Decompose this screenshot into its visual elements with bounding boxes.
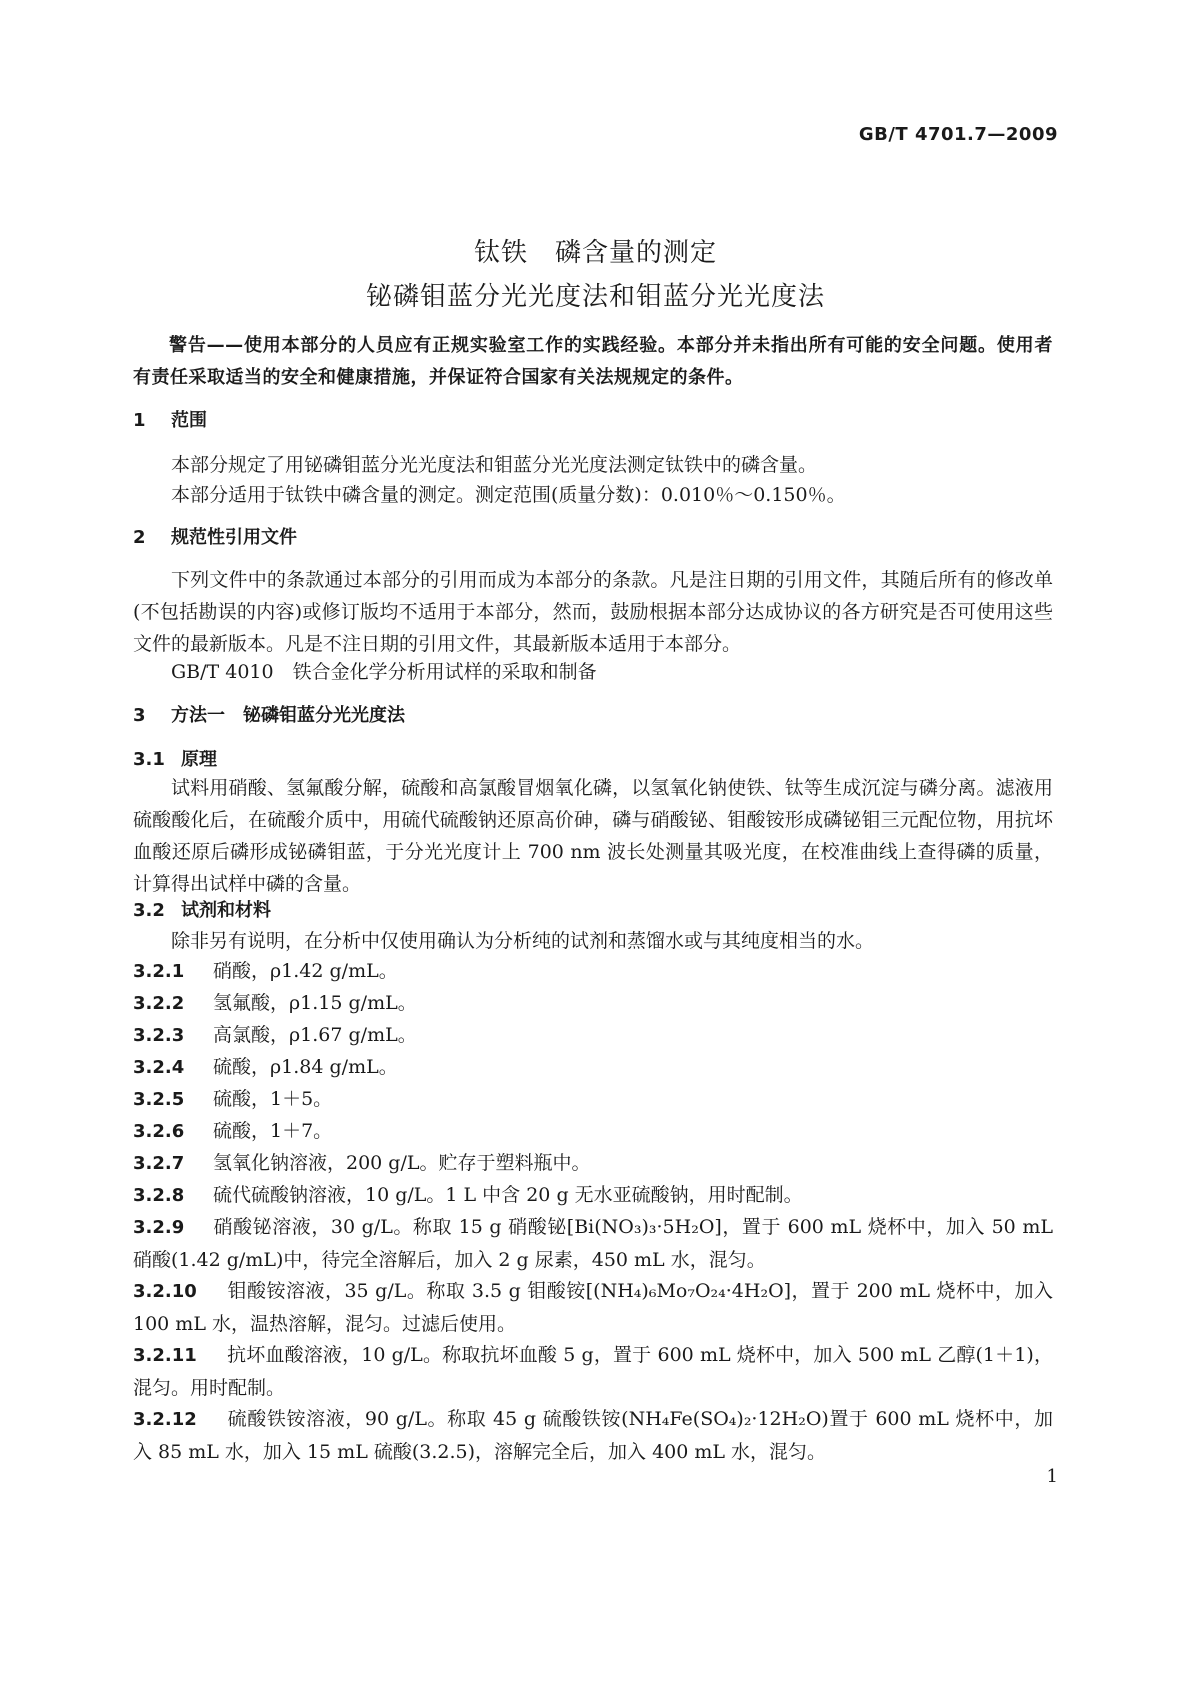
reagent-text: 硝酸铋溶液，30 g/L。称取 15 g 硝酸铋[Bi(NO₃)₃·5H₂O]，置于 600 mL 烧杯中，加入 50 mL 硝酸(1.42 g/mL)中，待完全溶解后，加入 2 g 尿素，450 mL 水，混匀。	[133, 1216, 1053, 1271]
reagent-item	[133, 1115, 1053, 1148]
reagent-number: 3.2.6	[133, 1121, 185, 1142]
reagent-item	[133, 1019, 1053, 1052]
reagent-item	[133, 1179, 1053, 1212]
section-title: 方法一 铋磷钼蓝分光光度法	[171, 705, 405, 726]
reagent-number: 3.2.11	[133, 1345, 197, 1366]
reagent-item	[133, 1051, 1053, 1084]
section-title: 试剂和材料	[181, 900, 271, 921]
section-title: 范围	[171, 410, 207, 431]
section-1-heading	[133, 405, 1053, 437]
reagent-text: 硫酸，ρ1.84 g/mL。	[213, 1056, 398, 1078]
reagent-item	[133, 1147, 1053, 1180]
section-number: 3	[133, 705, 146, 726]
section-3-1-paragraph: 试料用硝酸、氢氟酸分解，硫酸和高氯酸冒烟氧化磷，以氢氧化钠使铁、钛等生成沉淀与磷分离。滤液用硫酸酸化后，在硫酸介质中，用硫代硫酸钠还原高价砷，磷与硝酸铋、钼酸铵形成磷铋钼三元配位物，用抗坏血酸还原后磷形成铋磷钼蓝，于分光光度计上 700 nm 波长处测量其吸光度，在校准曲线上查得磷的质量，计算得出试样中磷的含量。	[133, 777, 1053, 895]
reagent-item	[133, 1339, 1053, 1404]
reagent-number: 3.2.4	[133, 1057, 185, 1078]
section-1-paragraph-2: 本部分适用于钛铁中磷含量的测定。测定范围(质量分数)：0.010％～0.150％。	[171, 484, 846, 506]
reagent-item	[133, 1403, 1053, 1468]
standard-code: GB/T 4701.7—2009	[858, 124, 1058, 145]
reagent-text: 氢氟酸，ρ1.15 g/mL。	[213, 992, 417, 1014]
reagent-number: 3.2.3	[133, 1025, 185, 1046]
section-number: 1	[133, 410, 146, 431]
reagent-text: 硫代硫酸钠溶液，10 g/L。1 L 中含 20 g 无水亚硫酸钠，用时配制。	[213, 1184, 803, 1206]
reagent-item	[133, 1275, 1053, 1340]
section-2-paragraph: 下列文件中的条款通过本部分的引用而成为本部分的条款。凡是注日期的引用文件，其随后所有的修改单(不包括勘误的内容)或修订版均不适用于本部分，然而，鼓励根据本部分达成协议的各方研究是否可使用这些文件的最新版本。凡是不注日期的引用文件，其最新版本适用于本部分。	[133, 569, 1053, 655]
reagent-number: 3.2.9	[133, 1217, 185, 1238]
reagent-number: 3.2.1	[133, 961, 185, 982]
normative-reference: GB/T 4010 铁合金化学分析用试样的采取和制备	[171, 661, 597, 683]
reagent-number: 3.2.10	[133, 1281, 197, 1302]
document-title-line-2: 铋磷钼蓝分光光度法和钼蓝分光光度法	[365, 282, 825, 312]
safety-warning: 警告——使用本部分的人员应有正规实验室工作的实践经验。本部分并未指出所有可能的安全问题。使用者有责任采取适当的安全和健康措施，并保证符合国家有关法规规定的条件。	[133, 335, 1053, 388]
reagent-number: 3.2.7	[133, 1153, 185, 1174]
reagent-number: 3.2.12	[133, 1409, 197, 1430]
section-3-heading	[133, 700, 1053, 732]
section-2-heading	[133, 522, 1053, 554]
section-title: 规范性引用文件	[171, 527, 297, 548]
reagent-number: 3.2.2	[133, 993, 185, 1014]
reagent-item	[133, 1211, 1053, 1276]
reagent-number: 3.2.8	[133, 1185, 185, 1206]
reagent-item	[133, 1083, 1053, 1116]
section-number: 3.1	[133, 749, 165, 770]
reagent-text: 高氯酸，ρ1.67 g/mL。	[213, 1024, 417, 1046]
reagent-item	[133, 987, 1053, 1020]
reagent-text: 硝酸，ρ1.42 g/mL。	[213, 960, 398, 982]
reagent-text: 硫酸，1＋5。	[213, 1088, 333, 1110]
section-title: 原理	[181, 749, 217, 770]
reagent-text: 硫酸，1＋7。	[213, 1120, 333, 1142]
reagent-text: 抗坏血酸溶液，10 g/L。称取抗坏血酸 5 g，置于 600 mL 烧杯中，加入 500 mL 乙醇(1＋1)，混匀。用时配制。	[133, 1344, 1053, 1399]
section-1-paragraph-1: 本部分规定了用铋磷钼蓝分光光度法和钼蓝分光光度法测定钛铁中的磷含量。	[171, 454, 818, 476]
section-number: 3.2	[133, 900, 165, 921]
reagent-item	[133, 955, 1053, 988]
reagent-number: 3.2.5	[133, 1089, 185, 1110]
section-3-2-heading	[133, 895, 1053, 927]
section-3-2-paragraph: 除非另有说明，在分析中仅使用确认为分析纯的试剂和蒸馏水或与其纯度相当的水。	[171, 930, 875, 952]
page-number: 1	[1046, 1466, 1058, 1487]
reagent-text: 钼酸铵溶液，35 g/L。称取 3.5 g 钼酸铵[(NH₄)₆Mo₇O₂₄·4H₂O]，置于 200 mL 烧杯中，加入 100 mL 水，温热溶解，混匀。过滤后使用。	[133, 1280, 1053, 1335]
reagent-text: 硫酸铁铵溶液，90 g/L。称取 45 g 硫酸铁铵(NH₄Fe(SO₄)₂·12H₂O)置于 600 mL 烧杯中，加入 85 mL 水，加入 15 mL 硫酸(3.2.5)，溶解完全后，加入 400 mL 水，混匀。	[133, 1408, 1053, 1463]
section-number: 2	[133, 527, 146, 548]
reagent-text: 氢氧化钠溶液，200 g/L。贮存于塑料瓶中。	[213, 1152, 591, 1174]
document-title-line-1: 钛铁 磷含量的测定	[473, 238, 717, 268]
